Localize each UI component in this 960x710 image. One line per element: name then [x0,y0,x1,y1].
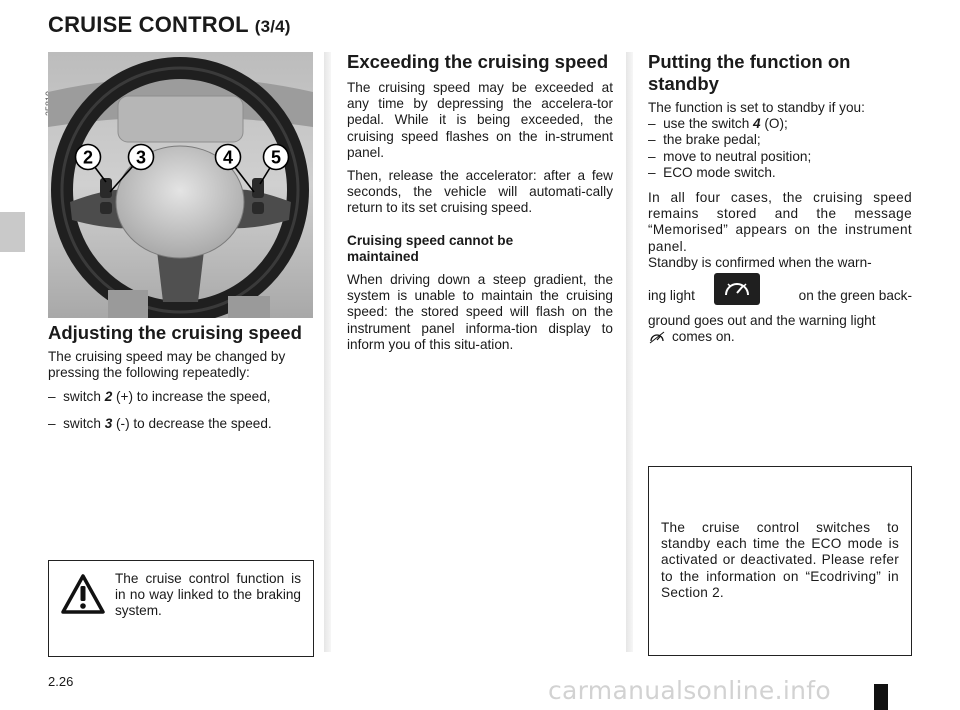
standby-item-eco: – ECO mode switch. [648,164,776,180]
warning-box [48,560,314,657]
standby-line-with-icon: ing light on the green back- [648,273,912,313]
corner-mark [874,684,888,710]
standby-intro: The function is set to standby if you: [648,100,865,115]
steering-wheel-illustration [48,52,313,318]
standby-heading: Putting the function on standby [648,51,851,94]
not-maintained-subheading: Cruising speed cannot be maintained [347,232,514,264]
adjust-intro-1: The cruising speed may be changed by [48,349,286,364]
cruise-control-standby-icon [648,330,666,349]
steering-wheel-photo [48,52,313,318]
left-column [48,322,314,432]
standby-item-brake: – the brake pedal; [648,132,761,148]
standby-line-with-small-icon: comes on. [648,329,912,346]
title-text: CRUISE CONTROL [48,12,249,37]
adjust-heading: Adjusting the cruising speed [48,322,302,343]
not-maintained-para: When driving down a steep gradient, the system is unable to maintain the cruising speed: the stored speed will flash on the instrument panel informa-tion display to inform you of this situ-ation. [347,272,613,352]
standby-item-neutral: – move to neutral position; [648,148,812,164]
middle-column [347,51,613,353]
right-column [648,51,912,346]
cruise-control-green-icon [714,273,760,305]
standby-para-2d: ground goes out and the warning light [648,313,876,329]
svg-text:5: 5 [270,147,282,168]
standby-item-switch: – use the switch 4 (O); [648,116,788,132]
standby-para-1: In all four cases, the cruising speed remains stored and the message “Memorised” appears on the instrument panel. [648,190,912,254]
callout-2 [74,143,102,176]
column-divider-2 [626,52,633,652]
svg-text:2: 2 [82,147,94,168]
svg-text:3: 3 [135,147,147,168]
watermark: carmanualsonline.info [548,676,831,705]
eco-note-text: The cruise control switches to standby each time the ECO mode is activated or deactivated. Please refer to the information on “Ecodriving” in Section 2. [661,520,899,600]
callout-3 [127,143,155,176]
adjust-intro-2: pressing the following repeatedly: [48,365,250,381]
adjust-item-increase: – switch 2 (+) to increase the speed, [48,389,271,405]
callout-4 [214,143,242,176]
page-title [48,12,291,38]
callout-5 [262,143,290,176]
exceeding-para-2: Then, release the accelerator: after a few seconds, the vehicle will automati-cally return to its set cruising speed. [347,168,613,216]
page-number: 2.26 [48,674,74,689]
standby-para-2a: Standby is confirmed when the warn- [648,254,872,270]
adjust-item-decrease: – switch 3 (-) to decrease the speed. [48,415,272,431]
svg-text:4: 4 [222,147,234,168]
exceeding-para-1: The cruising speed may be exceeded at any time by depressing the accelera-tor pedal. While it is being exceeded, the cruising speed flashes on the in-strument panel. [347,80,613,160]
column-divider-1 [324,52,331,652]
section-tab [0,212,25,252]
warning-text: The cruise control function is in no way linked to the braking system. [115,571,301,619]
warning-triangle-icon [60,573,106,620]
title-part: (3/4) [254,17,291,36]
eco-note-box [648,466,912,656]
exceeding-heading: Exceeding the cruising speed [347,51,609,72]
